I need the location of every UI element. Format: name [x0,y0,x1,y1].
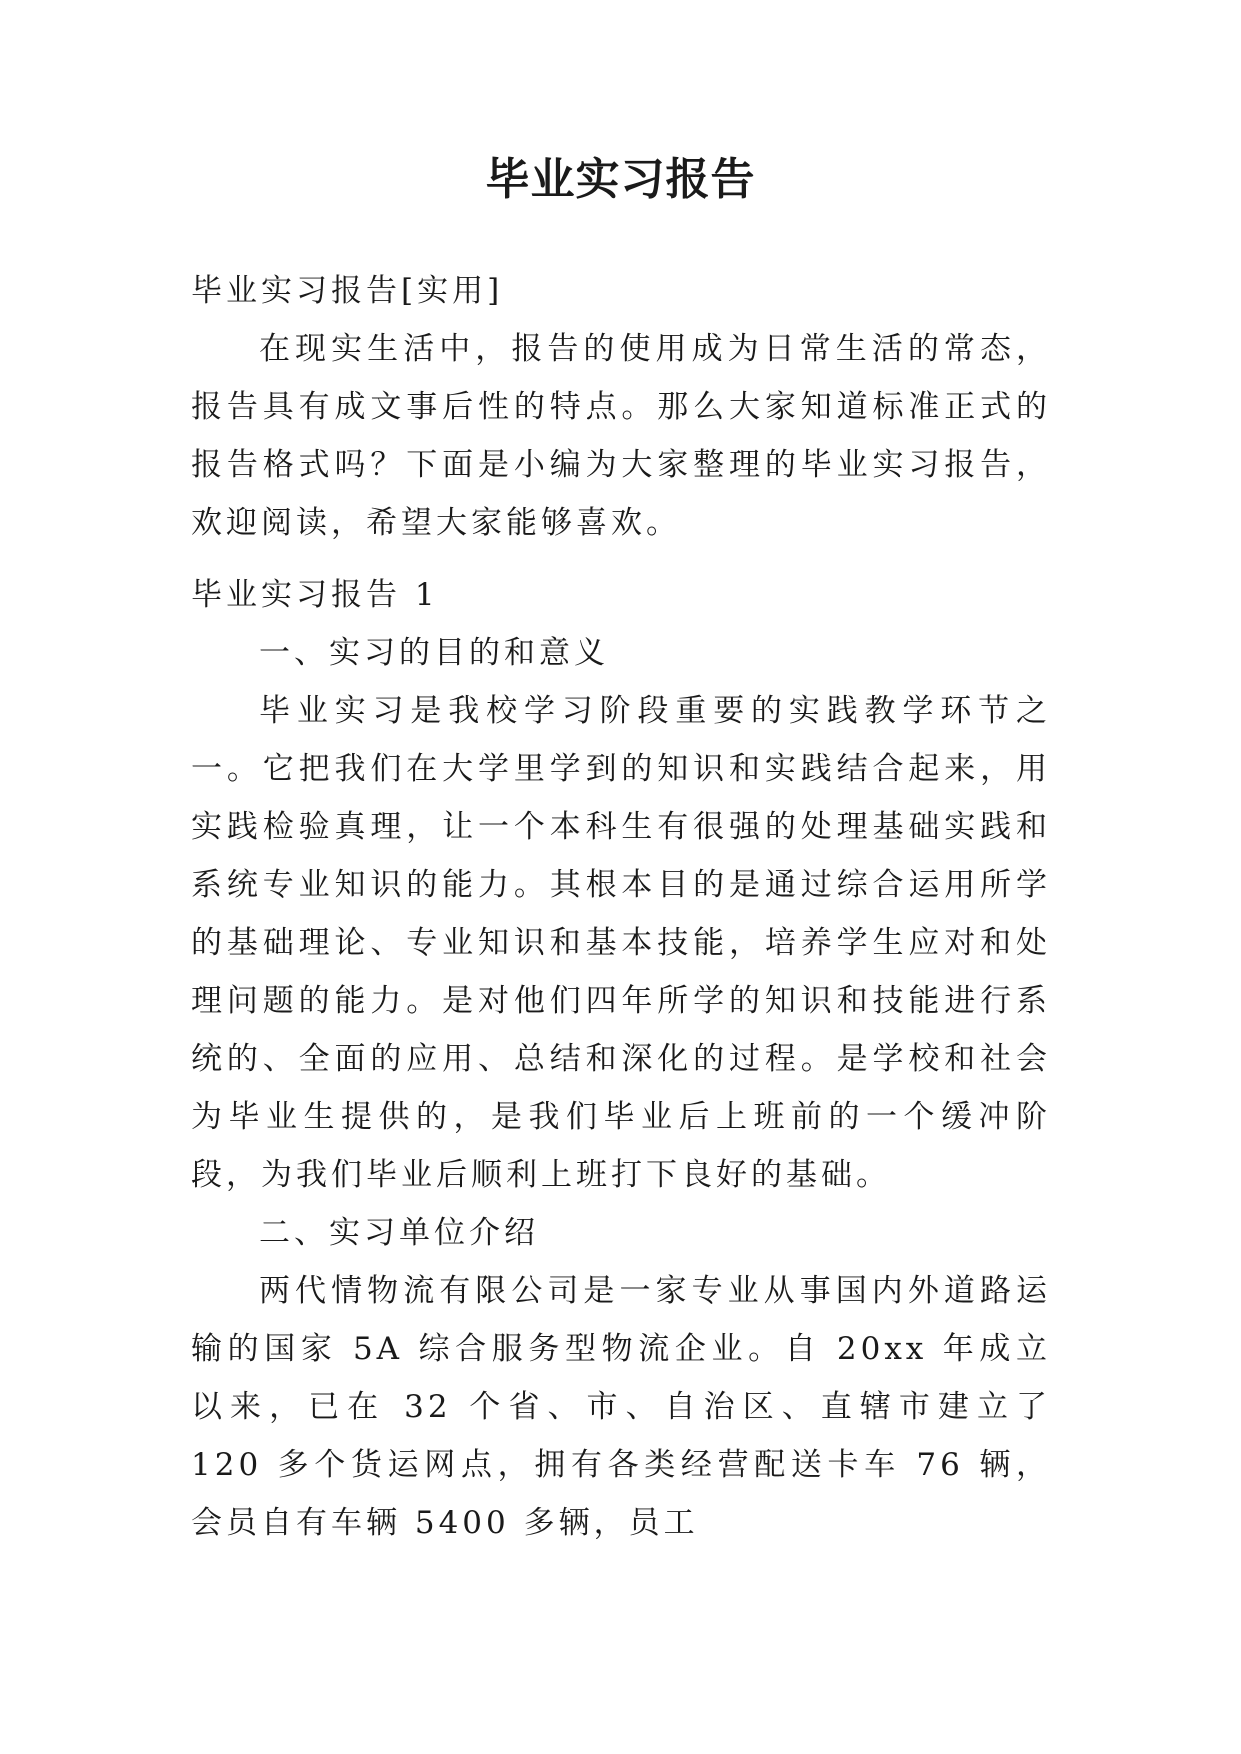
intro-paragraph: 在现实生活中，报告的使用成为日常生活的常态，报告具有成文事后性的特点。那么大家知道标准正式的报告格式吗？下面是小编为大家整理的毕业实习报告，欢迎阅读，希望大家能够喜欢。 [191,331,1051,541]
section2-paragraph: 两代情物流有限公司是一家专业从事国内外道路运输的国家 5A 综合服务型物流企业。自 20xx 年成立以来，已在 32 个省、市、自治区、直辖市建立了 120 多个货运网点，拥有各类经营配送卡车 76 辆，会员自有车辆 5400 多辆，员工 [191,1273,1051,1541]
report-body-block [191,566,1051,1552]
section2-heading: 二、实习单位介绍 [259,1215,539,1251]
document-title: 毕业实习报告 [485,154,756,205]
section1-paragraph: 毕业实习是我校学习阶段重要的实践教学环节之一。它把我们在大学里学到的知识和实践结合起来，用实践检验真理，让一个本科生有很强的处理基础实践和系统专业知识的能力。其根本目的是通过综合运用所学的基础理论、专业知识和基本技能，培养学生应对和处理问题的能力。是对他们四年所学的知识和技能进行系统的、全面的应用、总结和深化的过程。是学校和社会为毕业生提供的，是我们毕业后上班前的一个缓冲阶段，为我们毕业后顺利上班打下良好的基础。 [191,693,1051,1193]
document-intro-block [191,262,1051,552]
document-subtitle: 毕业实习报告[实用] [191,273,504,309]
report-heading: 毕业实习报告 1 [191,577,439,613]
section1-heading: 一、实习的目的和意义 [259,635,609,671]
